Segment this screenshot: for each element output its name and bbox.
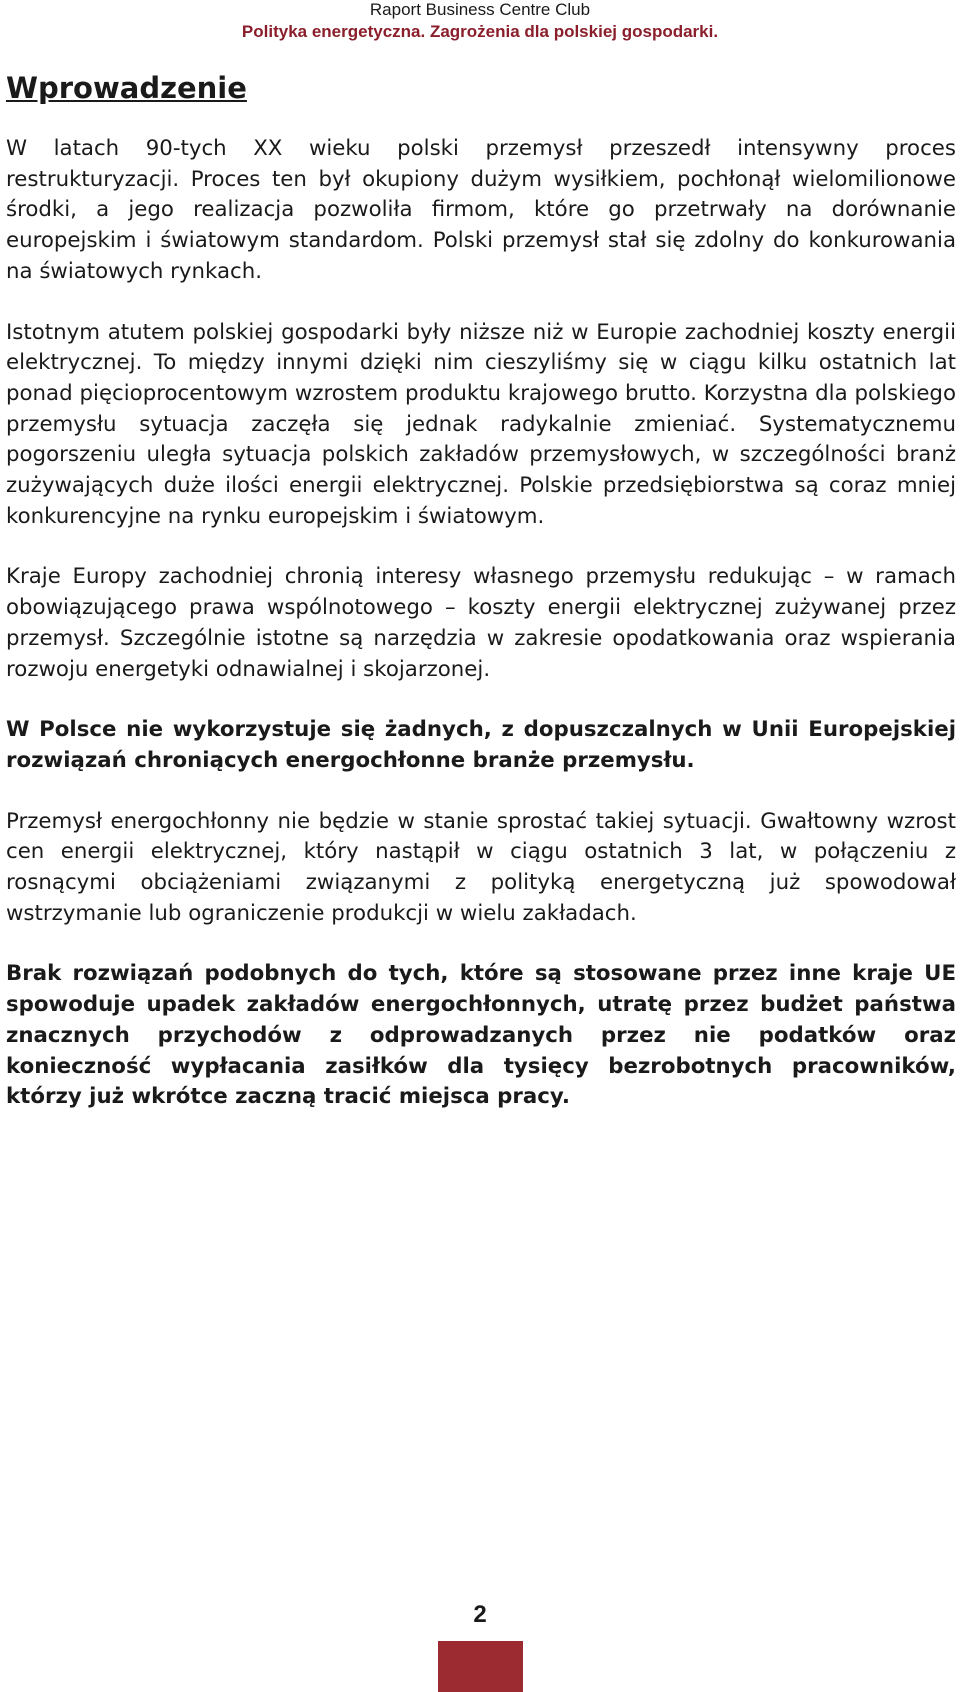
- paragraph-1: W latach 90-tych XX wieku polski przemysł przeszedł intensywny proces restrukturyzacji. Proces ten był okupiony dużym wysiłkiem, pochłonął wielomilionowe środki, a jego realizacja pozwoliła firmom, które go przetrwały na dorównanie europejskim i światowym standardom. Polski przemysł stał się zdolny do konkurowania na światowych rynkach.: [6, 136, 956, 284]
- paragraph-5: Przemysł energochłonny nie będzie w stanie sprostać takiej sytuacji. Gwałtowny wzrost cen energii elektrycznej, który nastąpił w ciągu ostatnich 3 lat, w połączeniu z rosnącymi obciążeniami związanymi z polityką energetyczną już spowodował wstrzymanie lub ograniczenie produkcji w wielu zakładach.: [6, 808, 956, 926]
- paragraph-3: Kraje Europy zachodniej chronią interesy własnego przemysłu redukując – w ramach obowiązującego prawa wspólnotowego – koszty energii elektrycznej zużywanej przez przemysł. Szczególnie istotne są narzędzia w zakresie opodatkowania oraz wspierania rozwoju energetyki odnawialnej i skojarzonej.: [6, 564, 956, 682]
- section-heading: Wprowadzenie: [6, 71, 247, 105]
- document-body: [6, 70, 956, 1143]
- report-title: Raport Business Centre Club: [369, 0, 591, 19]
- page-number: 2: [473, 1601, 487, 1628]
- paragraph-4-emphasis: W Polsce nie wykorzystuje się żadnych, z dopuszczalnych w Unii Europejskiej rozwiązań chroniących energochłonne branże przemysłu.: [6, 717, 956, 773]
- footer-accent-bar: [438, 1641, 523, 1692]
- report-subtitle: Polityka energetyczna. Zagrożenia dla polskiej gospodarki.: [241, 22, 719, 41]
- paragraph-6-emphasis: Brak rozwiązań podobnych do tych, które są stosowane przez inne kraje UE spowoduje upadek zakładów energochłonnych, utratę przez budżet państwa znacznych przychodów z odprowadzanych przez nie podatków oraz konieczność wypłacania zasiłków dla tysięcy bezrobotnych pracowników, którzy już wkrótce zaczną tracić miejsca pracy.: [6, 961, 956, 1110]
- paragraph-2: Istotnym atutem polskiej gospodarki były niższe niż w Europie zachodniej koszty energii elektrycznej. To między innymi dzięki nim cieszyliśmy się w ciągu kilku ostatnich lat ponad pięcioprocentowym wzrostem produktu krajowego brutto. Korzystna dla polskiego przemysłu sytuacja zaczęła się jednak radykalnie zmieniać. Systematycznemu pogorszeniu uległa sytuacja polskich zakładów przemysłowych, w szczególności branż zużywających duże ilości energii elektrycznej. Polskie przedsiębiorstwa są coraz mniej konkurencyjne na rynku europejskim i światowym.: [6, 319, 956, 529]
